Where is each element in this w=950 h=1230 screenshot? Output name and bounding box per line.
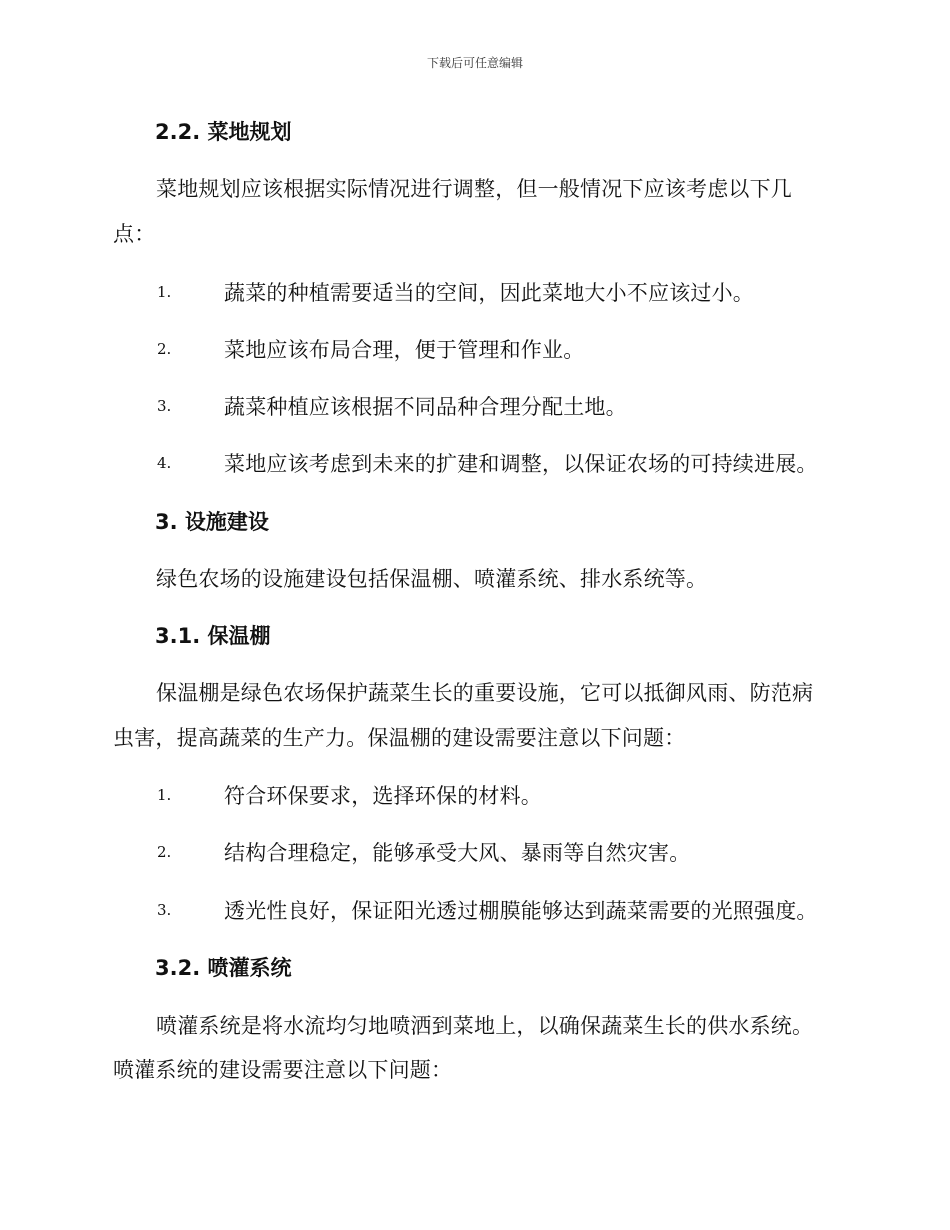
section-heading-3: 3. 设施建设 xyxy=(155,510,269,534)
paragraph-line: 点： xyxy=(113,222,156,246)
paragraph-line: 绿色农场的设施建设包括保温棚、喷灌系统、排水系统等。 xyxy=(156,567,708,591)
list-number: 1. xyxy=(157,283,172,301)
paragraph-line: 喷灌系统的建设需要注意以下问题： xyxy=(113,1058,453,1082)
list-number: 2. xyxy=(157,340,172,358)
list-number: 3. xyxy=(157,397,172,415)
section-heading-3-2: 3.2. 喷灌系统 xyxy=(155,956,292,980)
section-heading-3-1: 3.1. 保温棚 xyxy=(155,624,271,648)
list-item: 透光性良好，保证阳光透过棚膜能够达到蔬菜需要的光照强度。 xyxy=(224,899,818,923)
list-item: 结构合理稳定，能够承受大风、暴雨等自然灾害。 xyxy=(224,841,691,865)
list-number: 1. xyxy=(157,786,172,804)
paragraph-line: 保温棚是绿色农场保护蔬菜生长的重要设施，它可以抵御风雨、防范病 xyxy=(156,681,814,705)
list-item: 蔬菜种植应该根据不同品种合理分配土地。 xyxy=(224,395,627,419)
section-heading-2-2: 2.2. 菜地规划 xyxy=(155,120,292,144)
list-number: 2. xyxy=(157,843,172,861)
paragraph-line: 虫害，提高蔬菜的生产力。保温棚的建设需要注意以下问题： xyxy=(113,726,686,750)
list-item: 符合环保要求，选择环保的材料。 xyxy=(224,784,542,808)
list-item: 菜地应该布局合理，便于管理和作业。 xyxy=(224,338,585,362)
paragraph-line: 菜地规划应该根据实际情况进行调整，但一般情况下应该考虑以下几 xyxy=(156,177,792,201)
paragraph-line: 喷灌系统是将水流均匀地喷洒到菜地上，以确保蔬菜生长的供水系统。 xyxy=(156,1014,814,1038)
list-number: 4. xyxy=(157,454,172,472)
list-item: 菜地应该考虑到未来的扩建和调整，以保证农场的可持续进展。 xyxy=(224,452,818,476)
header-note: 下载后可任意编辑 xyxy=(426,56,523,70)
list-item: 蔬菜的种植需要适当的空间，因此菜地大小不应该过小。 xyxy=(224,281,754,305)
list-number: 3. xyxy=(157,901,172,919)
